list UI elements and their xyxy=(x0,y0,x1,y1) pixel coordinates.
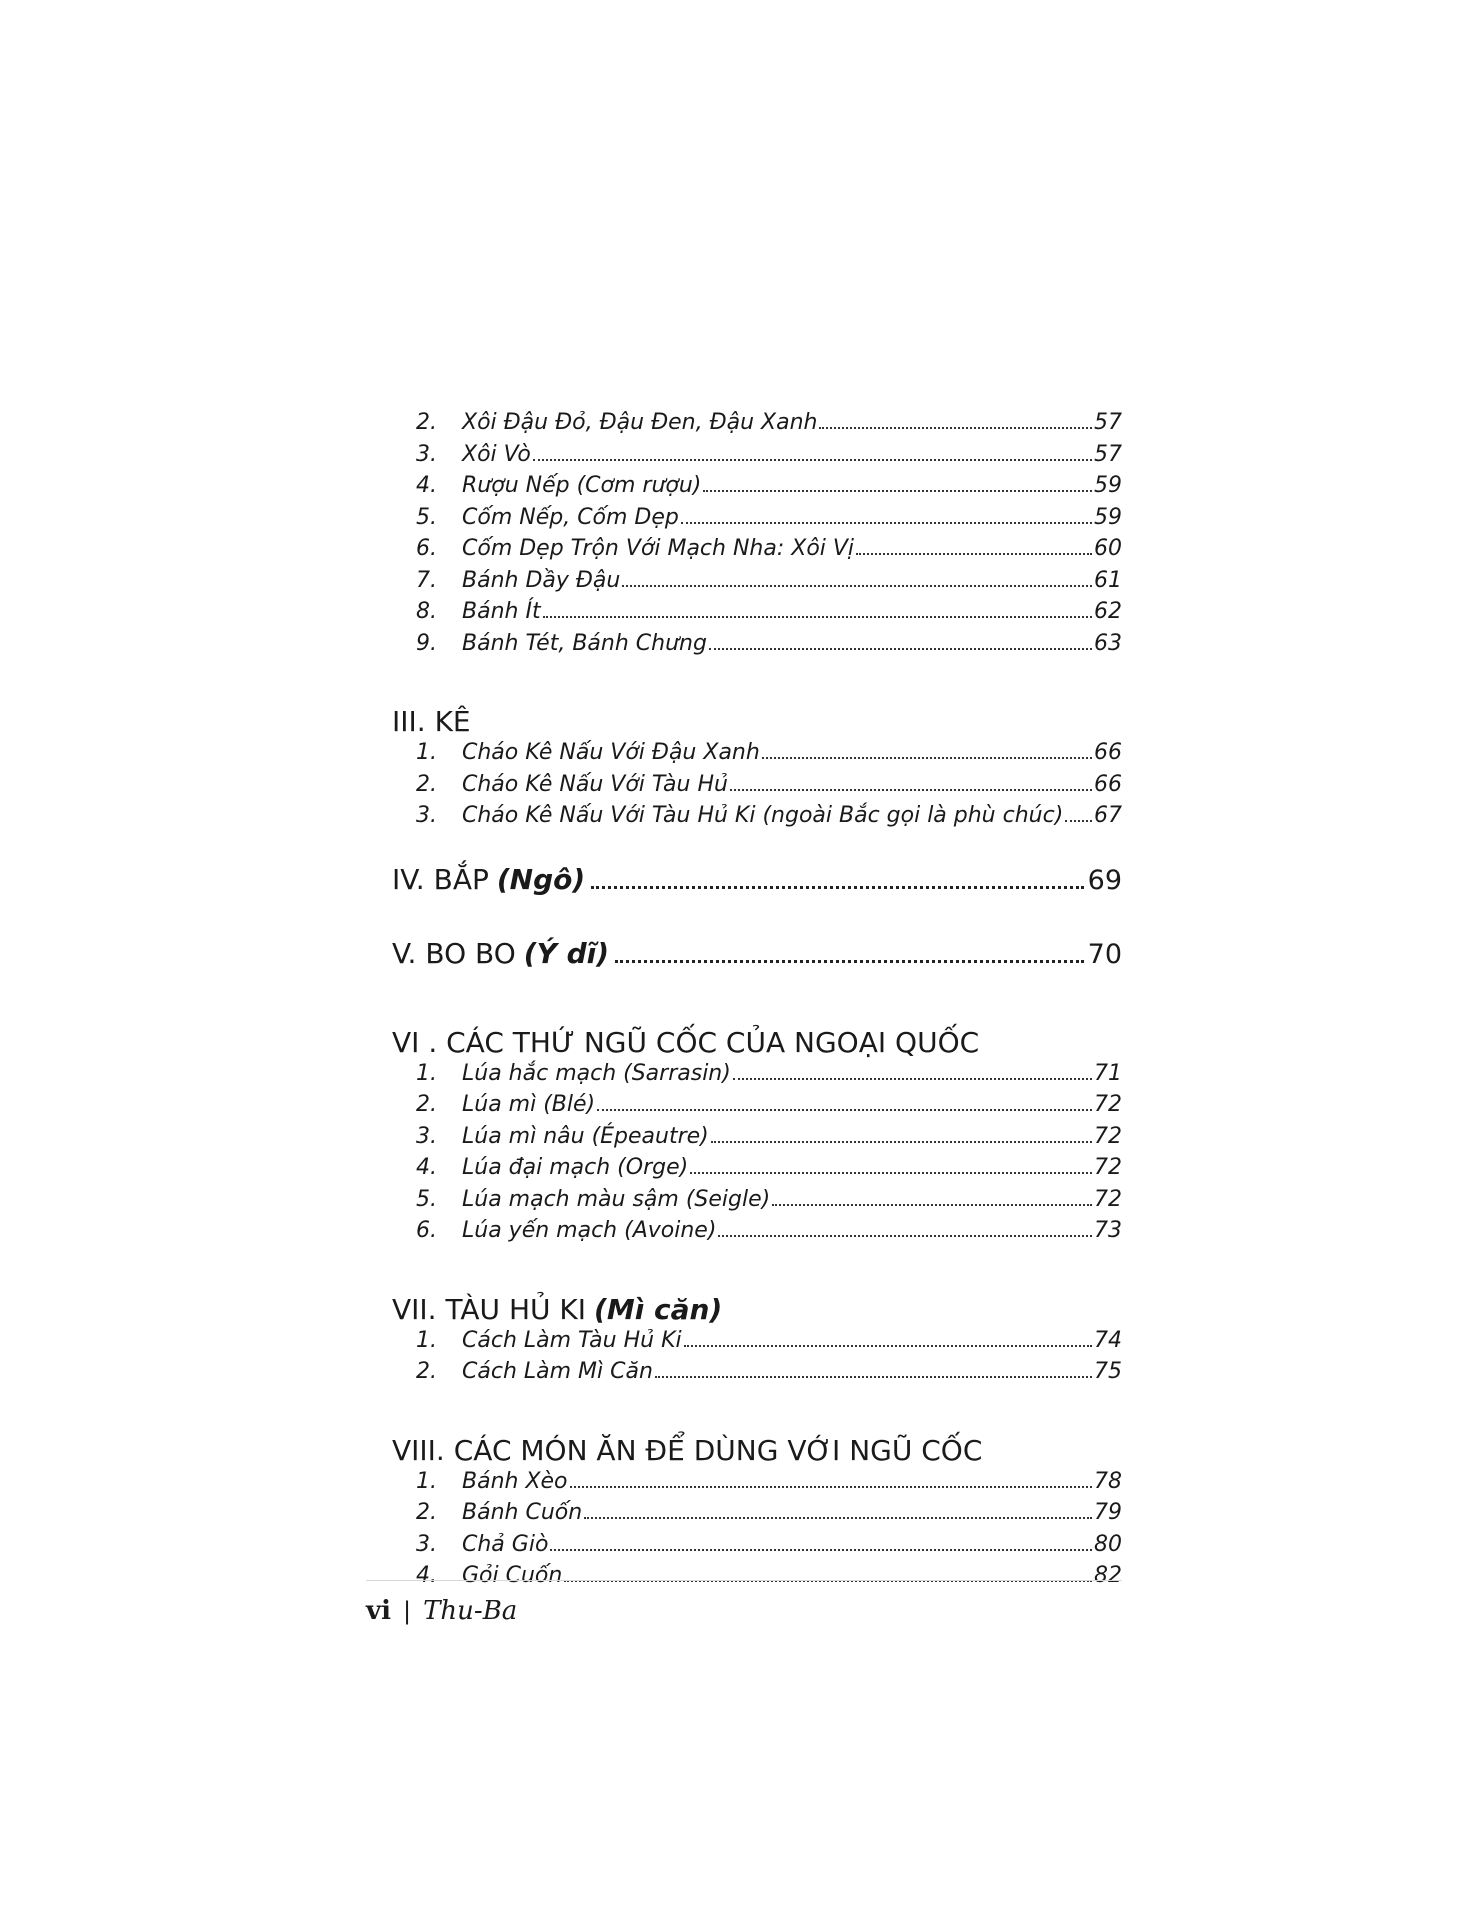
entry-title: Cháo Kê Nấu Với Tàu Hủ Ki (ngoài Bắc gọi là phù chúc) xyxy=(462,803,1064,828)
toc-entry xyxy=(392,1328,1122,1360)
toc-entry xyxy=(392,410,1122,442)
leader-dots xyxy=(615,960,1084,963)
entry-page-number: 71 xyxy=(1094,1060,1122,1086)
leader-dots xyxy=(772,1204,1092,1206)
toc-entry xyxy=(392,1187,1122,1219)
entry-number: 4. xyxy=(416,473,437,498)
entry-number: 3. xyxy=(416,441,437,467)
page-number: 70 xyxy=(1087,938,1122,970)
entry-page-number: 59 xyxy=(1094,473,1122,498)
toc-entry xyxy=(392,505,1122,537)
entry-title: Cốm Dẹp Trộn Với Mạch Nha: Xôi Vị xyxy=(462,536,855,561)
section-title: VIII. CÁC MÓN ĂN ĐỂ DÙNG VỚI NGŨ CỐC xyxy=(392,1433,983,1467)
leader-dots xyxy=(597,1109,1092,1111)
section-title: VII. TÀU HỦ KI xyxy=(392,1292,587,1326)
leader-dots xyxy=(655,1376,1092,1378)
section-heading-mon-an xyxy=(392,1427,1122,1469)
leader-dots xyxy=(819,427,1092,429)
entry-title: Bánh Tét, Bánh Chưng xyxy=(462,630,707,656)
entry-number: 3. xyxy=(416,1531,437,1557)
entry-title: Lúa mạch màu sậm (Seigle) xyxy=(462,1186,771,1212)
entry-title: Chả Giò xyxy=(462,1531,549,1557)
page-footer xyxy=(366,1596,517,1626)
entry-number: 6. xyxy=(416,1218,437,1243)
toc-entry xyxy=(392,473,1122,505)
entry-title: Lúa yến mạch (Avoine) xyxy=(462,1218,717,1243)
entry-number: 4. xyxy=(416,1155,437,1180)
footer-divider xyxy=(366,1580,1122,1581)
footer-author: Thu-Ba xyxy=(423,1596,518,1626)
page-number: 69 xyxy=(1087,864,1122,896)
entry-number: 3. xyxy=(416,803,437,828)
toc-entry xyxy=(392,631,1122,663)
toc-entry xyxy=(392,740,1122,772)
entry-title: Cháo Kê Nấu Với Đậu Xanh xyxy=(462,740,760,765)
leader-dots xyxy=(622,585,1092,587)
toc-list xyxy=(392,1061,1122,1250)
entry-page-number: 57 xyxy=(1094,410,1122,435)
entry-page-number: 57 xyxy=(1094,441,1122,467)
section-title: IV. BẮP xyxy=(392,862,489,896)
entry-number: 4. xyxy=(416,1563,437,1588)
entry-title: Bánh Ít xyxy=(462,599,541,624)
entry-number: 5. xyxy=(416,504,437,530)
entry-title: Xôi Đậu Đỏ, Đậu Đen, Đậu Xanh xyxy=(462,410,818,435)
leader-dots xyxy=(762,757,1092,759)
leader-dots xyxy=(584,1517,1092,1519)
leader-dots xyxy=(733,1078,1092,1080)
entry-page-number: 82 xyxy=(1094,1563,1122,1588)
toc-entry xyxy=(392,1124,1122,1156)
entry-number: 2. xyxy=(416,410,437,435)
entry-number: 2. xyxy=(416,1359,437,1384)
entry-title: Cách Làm Mì Căn xyxy=(462,1359,653,1384)
entry-title: Cốm Nếp, Cốm Dẹp xyxy=(462,504,679,530)
toc-entry xyxy=(392,1092,1122,1124)
entry-title: Cháo Kê Nấu Với Tàu Hủ xyxy=(462,771,728,797)
leader-dots xyxy=(730,789,1092,791)
section-heading-bap xyxy=(392,863,1122,909)
leader-dots xyxy=(690,1172,1092,1174)
entry-number: 5. xyxy=(416,1186,437,1212)
toc-entry xyxy=(392,1469,1122,1501)
entry-page-number: 60 xyxy=(1094,536,1122,561)
entry-page-number: 63 xyxy=(1094,630,1122,656)
section-subtitle: (Ngô) xyxy=(496,862,586,896)
toc-entry xyxy=(392,442,1122,474)
entry-number: 1. xyxy=(416,1468,437,1494)
toc-entry xyxy=(392,1218,1122,1250)
entry-page-number: 62 xyxy=(1094,599,1122,624)
section-title: III. KÊ xyxy=(392,705,471,738)
entry-title: Bánh Dầy Đậu xyxy=(462,567,621,593)
leader-dots xyxy=(1065,820,1092,822)
leader-dots xyxy=(570,1486,1092,1488)
table-of-contents xyxy=(392,410,1122,1595)
leader-dots xyxy=(709,648,1092,650)
entry-number: 9. xyxy=(416,630,437,656)
footer-separator: | xyxy=(402,1597,412,1625)
section-subtitle: (Mì căn) xyxy=(594,1292,723,1326)
section-title: V. BO BO xyxy=(392,936,516,970)
entry-page-number: 66 xyxy=(1094,740,1122,765)
entry-page-number: 75 xyxy=(1094,1359,1122,1384)
leader-dots xyxy=(684,1345,1092,1347)
section-heading-tau-hu-ki xyxy=(392,1286,1122,1328)
entry-title: Xôi Vò xyxy=(462,441,531,467)
toc-entry xyxy=(392,1500,1122,1532)
section-subtitle: (Ý dĩ) xyxy=(523,936,610,970)
toc-entry xyxy=(392,1155,1122,1187)
entry-number: 2. xyxy=(416,1092,437,1117)
entry-page-number: 73 xyxy=(1094,1218,1122,1243)
section-heading-bo-bo xyxy=(392,937,1122,983)
entry-page-number: 78 xyxy=(1094,1468,1122,1494)
entry-title: Bánh Xèo xyxy=(462,1468,568,1494)
toc-entry xyxy=(392,1532,1122,1564)
section-heading-ke xyxy=(392,698,1122,740)
entry-number: 8. xyxy=(416,599,437,624)
leader-dots xyxy=(543,616,1092,618)
entry-number: 2. xyxy=(416,771,437,797)
leader-dots xyxy=(856,553,1092,555)
entry-page-number: 72 xyxy=(1094,1155,1122,1180)
entry-title: Lúa đại mạch (Orge) xyxy=(462,1155,689,1180)
toc-entry xyxy=(392,599,1122,631)
footer-page-number: vi xyxy=(366,1596,391,1626)
entry-number: 2. xyxy=(416,1500,437,1525)
toc-entry xyxy=(392,1061,1122,1093)
leader-dots xyxy=(703,490,1092,492)
toc-list xyxy=(392,740,1122,835)
entry-page-number: 74 xyxy=(1094,1327,1122,1353)
entry-title: Lúa hắc mạch (Sarrasin) xyxy=(462,1060,731,1086)
section-title: VI . CÁC THỨ NGŨ CỐC CỦA NGOẠI QUỐC xyxy=(392,1025,980,1059)
entry-number: 3. xyxy=(416,1123,437,1149)
toc-list xyxy=(392,410,1122,662)
entry-page-number: 72 xyxy=(1094,1092,1122,1117)
leader-dots xyxy=(591,886,1083,889)
toc-entry xyxy=(392,1563,1122,1595)
entry-page-number: 66 xyxy=(1094,771,1122,797)
entry-number: 6. xyxy=(416,536,437,561)
toc-entry xyxy=(392,772,1122,804)
leader-dots xyxy=(533,459,1092,461)
leader-dots xyxy=(711,1141,1092,1143)
leader-dots xyxy=(550,1549,1092,1551)
entry-number: 1. xyxy=(416,740,437,765)
toc-entry xyxy=(392,803,1122,835)
entry-page-number: 59 xyxy=(1094,504,1122,530)
entry-page-number: 67 xyxy=(1094,803,1122,828)
entry-title: Cách Làm Tàu Hủ Ki xyxy=(462,1327,682,1353)
entry-number: 1. xyxy=(416,1327,437,1353)
section-heading-ngoai-quoc xyxy=(392,1019,1122,1061)
leader-dots xyxy=(681,522,1092,524)
entry-title: Lúa mì nâu (Épeautre) xyxy=(462,1123,709,1149)
entry-number: 7. xyxy=(416,567,437,593)
toc-entry xyxy=(392,1359,1122,1391)
toc-entry xyxy=(392,536,1122,568)
entry-title: Gỏi Cuốn xyxy=(462,1563,563,1588)
toc-list xyxy=(392,1469,1122,1595)
entry-page-number: 61 xyxy=(1094,567,1122,593)
entry-title: Rượu Nếp (Cơm rượu) xyxy=(462,473,702,498)
entry-page-number: 80 xyxy=(1094,1531,1122,1557)
toc-entry xyxy=(392,568,1122,600)
entry-page-number: 72 xyxy=(1094,1186,1122,1212)
entry-number: 1. xyxy=(416,1060,437,1086)
entry-page-number: 79 xyxy=(1094,1500,1122,1525)
entry-page-number: 72 xyxy=(1094,1123,1122,1149)
entry-title: Bánh Cuốn xyxy=(462,1500,583,1525)
entry-title: Lúa mì (Blé) xyxy=(462,1092,596,1117)
toc-list xyxy=(392,1328,1122,1391)
leader-dots xyxy=(718,1235,1092,1237)
